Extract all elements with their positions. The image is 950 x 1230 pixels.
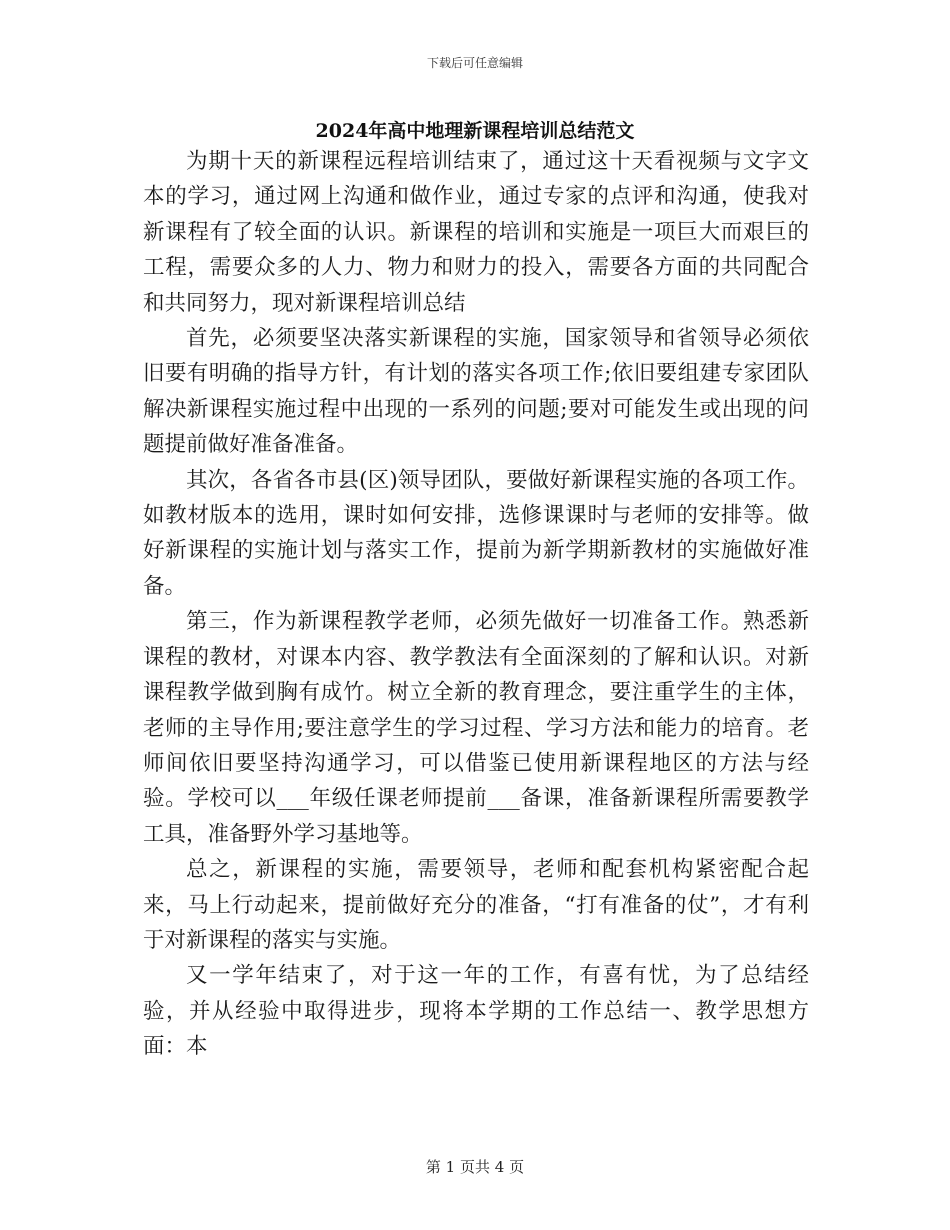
document-body [143,144,809,1065]
paragraph-4: 第三，作为新课程教学老师，必须先做好一切准备工作。熟悉新课程的教材，对课本内容、教学教法有全面深刻的了解和认识。对新课程教学做到胸有成竹。树立全新的教育理念，要注重学生的主体，老师的主导作用;要注意学生的学习过程、学习方法和能力的培育。老师间依旧要坚持沟通学习，可以借鉴已使用新课程地区的方法与经验。学校可以___年级任课老师提前___备课，准备新课程所需要教学工具，准备野外学习基地等。 [143,609,809,847]
paragraph-1: 为期十天的新课程远程培训结束了，通过这十天看视频与文字文本的学习，通过网上沟通和做作业，通过专家的点评和沟通，使我对新课程有了较全面的认识。新课程的培训和实施是一项巨大而艰巨的工程，需要众多的人力、物力和财力的投入，需要各方面的共同配合和共同努力，现对新课程培训总结 [143,149,809,316]
page-number-footer: 第 1 页共 4 页 [425,1158,525,1176]
paragraph-3: 其次，各省各市县(区)领导团队，要做好新课程实施的各项工作。如教材版本的选用，课时如何安排，选修课课时与老师的安排等。做好新课程的实施计划与落实工作，提前为新学期新教材的实施做好准备。 [143,467,809,599]
paragraph-5: 总之，新课程的实施，需要领导，老师和配套机构紧密配合起来，马上行动起来，提前做好充分的准备，“打有准备的仗”，才有利于对新课程的落实与实施。 [143,857,809,953]
document-title: 2024年高中地理新课程培训总结范文 [315,120,635,142]
paragraph-6: 又一学年结束了，对于这一年的工作，有喜有忧，为了总结经验，并从经验中取得进步，现将本学期的工作总结一、教学思想方面：本 [143,963,809,1060]
header-note: 下载后可任意编辑 [426,56,523,70]
paragraph-2: 首先，必须要坚决落实新课程的实施，国家领导和省领导必须依旧要有明确的指导方针，有计划的落实各项工作;依旧要组建专家团队解决新课程实施过程中出现的一系列的问题;要对可能发生或出现的问题提前做好准备准备。 [143,326,809,458]
